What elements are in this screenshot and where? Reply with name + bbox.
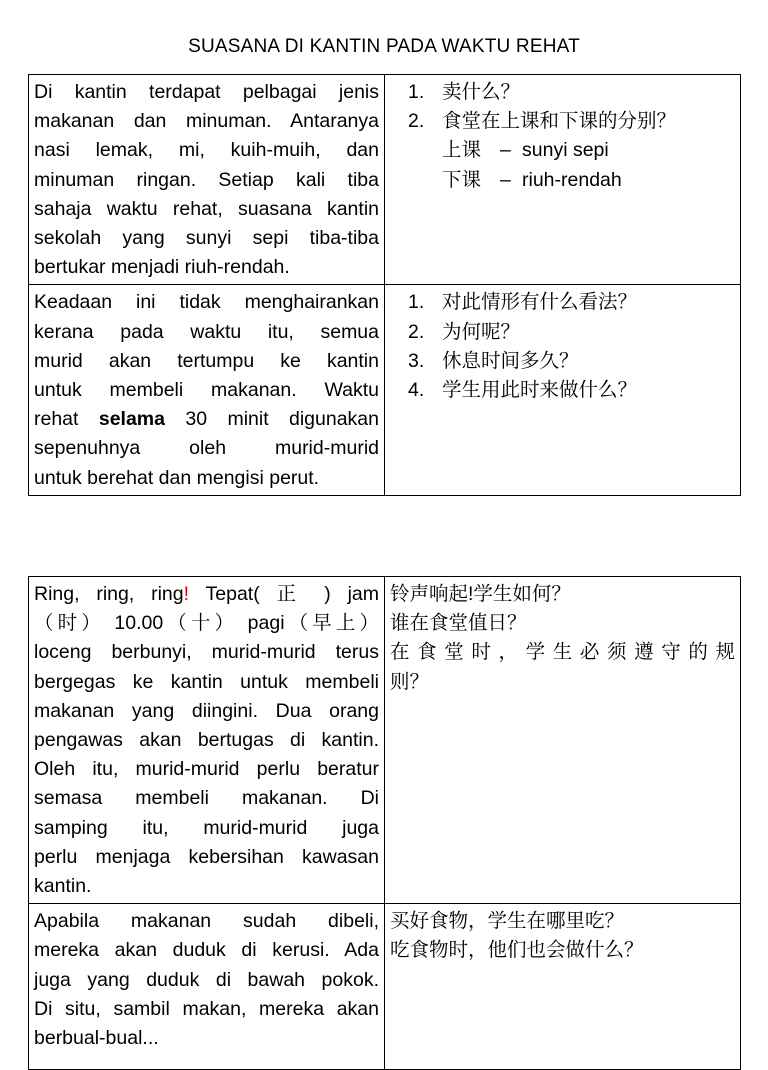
bold-keyword: selama [98,408,165,431]
term-malay: riuh-rendah [522,168,622,191]
passage-cell [29,285,385,495]
passage-line: kantin. [34,875,92,898]
passage-line: nasi lemak, mi, kuih-muih, dan [34,139,379,162]
table-row [29,904,741,1070]
question-number: 3. [408,349,425,372]
passage-line: kerana pada waktu itu, semua [34,320,379,343]
passage-line: Keadaan ini tidak menghairankan [34,291,379,314]
question-number: 1. [408,291,425,314]
passage-line: perlu menjaga kebersihan kawasan [34,845,379,868]
question-text: 买好食物，学生在哪里吃？ [390,910,625,933]
question-text: 在食堂时，学生必须遵守的规 [390,641,735,664]
question-number: 2. [408,320,425,343]
question-item [408,347,735,376]
question-item [408,288,735,317]
question-text: 铃声响起!学生如何？ [390,583,571,605]
question-item [408,318,735,347]
question-table-1 [28,74,741,496]
passage-line: sepenuhnya oleh murid-murid [34,437,379,460]
passage-line: untuk berehat dan mengisi perut. [34,466,320,489]
passage-line: semasa membeli makanan. Di [34,787,379,810]
questions-cell [385,75,741,285]
term-item [442,136,735,165]
passage-line: mereka akan duduk di kerusi. Ada [34,939,379,962]
term-list [390,136,735,194]
question-list [390,78,735,136]
passage-line [34,580,379,609]
passage-line: pengawas akan bertugas di kantin. [34,729,379,752]
questions-cell [385,904,741,1070]
term-dash: – [500,139,511,162]
passage-word: Ring, ring, ring [34,583,184,605]
page-title: SUASANA DI KANTIN PADA WAKTU REHAT [188,36,580,57]
question-text: 休息时间多久？ [442,349,579,372]
term-item [442,166,735,195]
question-item [408,107,735,136]
question-text: 为何呢？ [442,320,521,343]
passage-line: Di kantin terdapat pelbagai jenis [34,81,379,103]
passage-line: makanan yang diingini. Dua orang [34,699,379,722]
passage-word: rehat [34,408,79,431]
passage-line: makanan dan minuman. Antaranya [34,110,379,133]
passage-line: minuman ringan. Setiap kali tiba [34,168,379,191]
question-number: 1. [408,81,425,103]
term-malay: sunyi sepi [522,139,609,162]
question-text: 对此情形有什么看法？ [442,291,638,314]
passage-line: bergegas ke kantin untuk membeli [34,670,379,693]
term-chinese: 下课 [442,168,482,191]
passage-line: untuk membeli makanan. Waktu [34,379,379,402]
term-chinese: 上课 [442,139,482,162]
passage-line: murid akan tertumpu ke kantin [34,349,379,372]
passage-line: juga yang duduk di bawah pokok. [34,968,379,991]
passage-cell [29,577,385,904]
passage-line: samping itu, murid-murid juga [34,816,379,839]
table-row [29,285,741,495]
questions-cell [385,577,741,904]
question-text: 学生用此时来做什么？ [442,379,638,402]
passage-cell [29,904,385,1070]
question-item [408,376,735,405]
question-number: 2. [408,110,425,133]
passage-line: （时） 10.00（十） pagi（早上） [34,612,379,635]
passage-cell [29,75,385,285]
question-list [390,288,735,405]
passage-word: 30 minit digunakan [185,408,379,431]
passage-line: Apabila makanan sudah dibeli, [34,910,379,933]
passage-line: Di situ, sambil makan, mereka akan [34,997,379,1020]
question-text: 吃食物时，他们也会做什么？ [390,939,644,962]
exclamation-mark: ! [183,583,190,605]
table-row [29,75,741,285]
question-text: 食堂在上课和下课的分别？ [442,110,677,133]
question-text: 则？ [390,670,430,693]
question-text: 谁在食堂值日？ [390,612,527,635]
question-text: 卖什么？ [442,81,521,103]
passage-line: Oleh itu, murid-murid perlu beratur [34,758,379,781]
question-table-2 [28,576,741,1070]
passage-word: Tepat( 正 ) jam [189,583,379,605]
question-item [408,78,735,107]
passage-line: loceng berbunyi, murid-murid terus [34,641,379,664]
term-dash: – [500,168,511,191]
passage-line [34,405,379,434]
passage-line: bertukar menjadi riuh-rendah. [34,256,290,279]
table-row [29,577,741,904]
questions-cell [385,285,741,495]
passage-line: sahaja waktu rehat, suasana kantin [34,197,379,220]
passage-line: sekolah yang sunyi sepi tiba-tiba [34,227,379,250]
passage-line: berbual-bual... [34,1027,159,1050]
question-number: 4. [408,379,425,402]
